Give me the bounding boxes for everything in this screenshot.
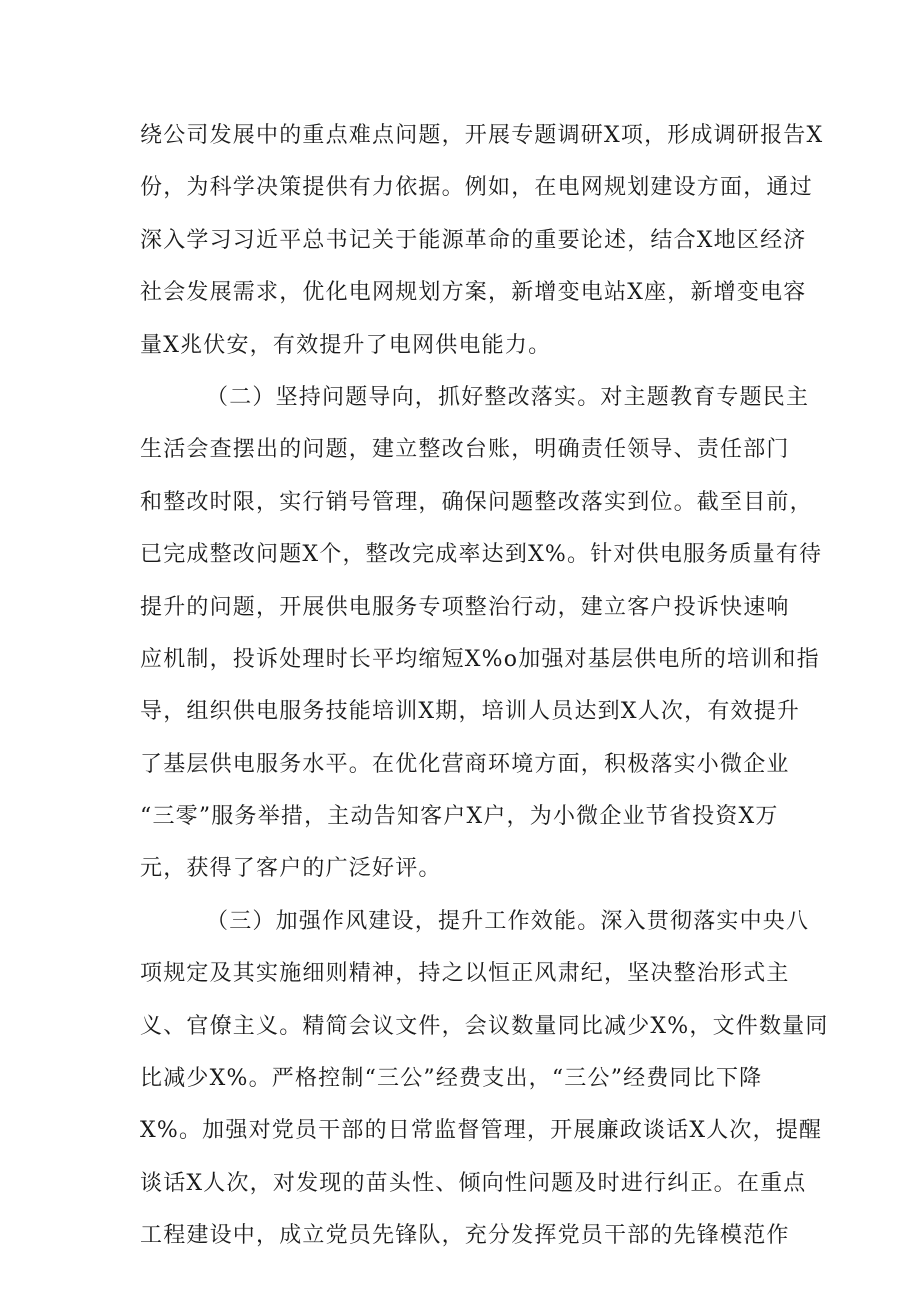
text-line: “三零”服务举措，主动告知客户X户，为小微企业节省投资X万 [140,804,779,830]
text-line: 量X兆伏安，有效提升了电网供电能力。 [140,332,552,358]
text-line: 义、官僚主义。精简会议文件，会议数量同比减少X%，文件数量同 [140,1013,829,1039]
text-line: 绕公司发展中的重点难点问题，开展专题调研X项，形成调研报告X [140,123,824,148]
text-line: 和整改时限，实行销号管理，确保问题整改落实到位。截至目前， [140,489,813,515]
section-heading-line: （三）加强作风建设，提升工作效能。深入贯彻落实中央八 [206,908,810,934]
body-text [140,110,829,1263]
text-line: X%。加强对党员干部的日常监督管理，开展廉政谈话X人次，提醒 [140,1118,823,1144]
text-line: 应机制，投诉处理时长平均缩短X%o加强对基层供电所的培训和指 [140,646,820,672]
text-line: 了基层供电服务水平。在优化营商环境方面，积极落实小微企业 [140,751,790,777]
text-line: 导，组织供电服务技能培训X期，培训人员达到X人次，有效提升 [140,699,801,725]
text-line: 谈话X人次，对发现的苗头性、倾向性问题及时进行纠正。在重点 [140,1170,807,1196]
section-heading-line: （二）坚持问题导向，抓好整改落实。对主题教育专题民主 [206,384,810,410]
text-line: 生活会查摆出的问题，建立整改台账，明确责任领导、责任部门 [140,437,790,463]
text-line: 元，获得了客户的广泛好评。 [140,856,442,882]
text-line: 已完成整改问题X个，整改完成率达到X%。针对供电服务质量有待 [140,542,823,568]
text-line: 项规定及其实施细则精神，持之以恒正风肃纪，坚决整治形式主 [140,961,790,987]
text-line: 份，为科学决策提供有力依据。例如，在电网规划建设方面，通过 [140,175,813,201]
text-line: 工程建设中，成立党员先锋队，充分发挥党员干部的先锋模范作 [140,1223,790,1249]
text-line: 社会发展需求，优化电网规划方案，新增变电站X座，新增变电容 [140,280,807,306]
text-line: 深入学习习近平总书记关于能源革命的重要论述，结合X地区经济 [140,227,807,253]
text-line: 比减少X%。严格控制“三公”经费支出，“三公”经费同比下降 [140,1066,763,1092]
text-line: 提升的问题，开展供电服务专项整治行动，建立客户投诉快速响 [140,594,790,620]
